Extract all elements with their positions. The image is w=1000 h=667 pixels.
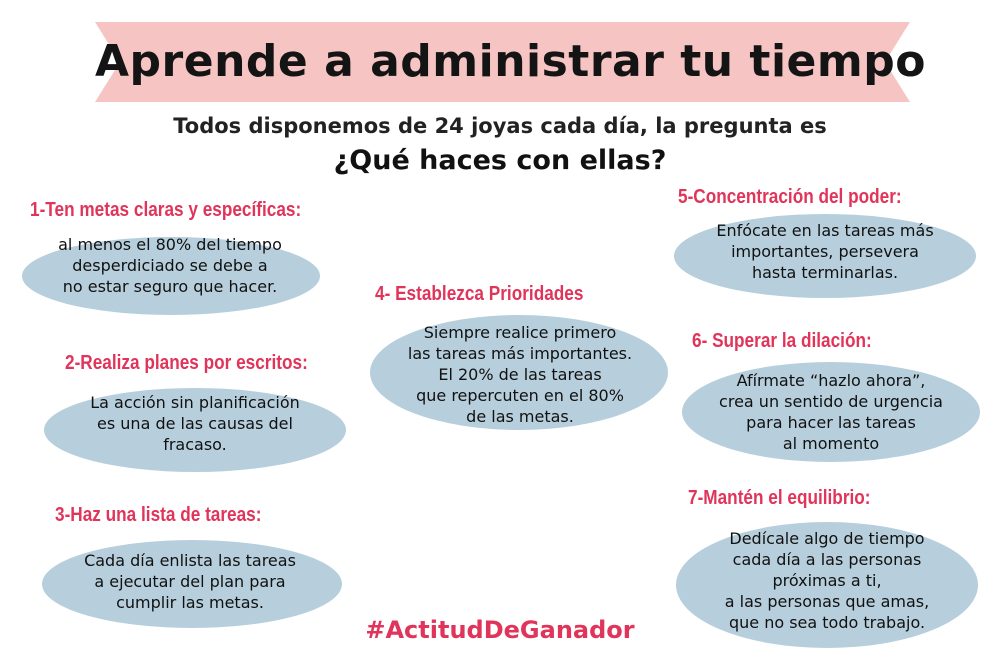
tip-7-body: Dedícale algo de tiempo cada día a las personas próximas a ti, a las personas que amas, que no sea todo trabajo. bbox=[724, 529, 930, 632]
question: ¿Qué haces con ellas? bbox=[333, 145, 667, 176]
tip-6-body: Afírmate “hazlo ahora”, crea un sentido de urgencia para hacer las tareas al momento bbox=[719, 371, 943, 453]
tip-2-body: La acción sin planificación es una de las causas del fracaso. bbox=[90, 393, 300, 454]
tip-4-title: 4- Establezca Prioridades bbox=[375, 283, 584, 305]
tip-1-title: 1-Ten metas claras y específicas: bbox=[30, 199, 302, 221]
page-title: Aprende a administrar tu tiempo bbox=[95, 36, 926, 87]
tip-3-body: Cada día enlista las tareas a ejecutar del plan para cumplir las metas. bbox=[84, 551, 296, 612]
tip-5-title: 5-Concentración del poder: bbox=[678, 186, 902, 208]
tip-4-body: Siempre realice primero las tareas más importantes. El 20% de las tareas que repercuten en el 80% de las metas. bbox=[407, 323, 633, 426]
tip-5-body: Enfócate en las tareas más importantes, persevera hasta terminarlas. bbox=[716, 221, 934, 282]
tip-3-title: 3-Haz una lista de tareas: bbox=[55, 504, 262, 526]
tip-1-body: al menos el 80% del tiempo desperdiciado se debe a no estar seguro que hacer. bbox=[58, 235, 282, 296]
subtitle: Todos disponemos de 24 joyas cada día, la pregunta es bbox=[173, 114, 827, 138]
title-banner bbox=[95, 14, 926, 106]
tip-6-title: 6- Superar la dilación: bbox=[692, 330, 872, 352]
tip-7-title: 7-Mantén el equilibrio: bbox=[688, 487, 871, 509]
tip-2-title: 2-Realiza planes por escritos: bbox=[65, 352, 308, 374]
hashtag: #ActitudDeGanador bbox=[365, 616, 635, 644]
